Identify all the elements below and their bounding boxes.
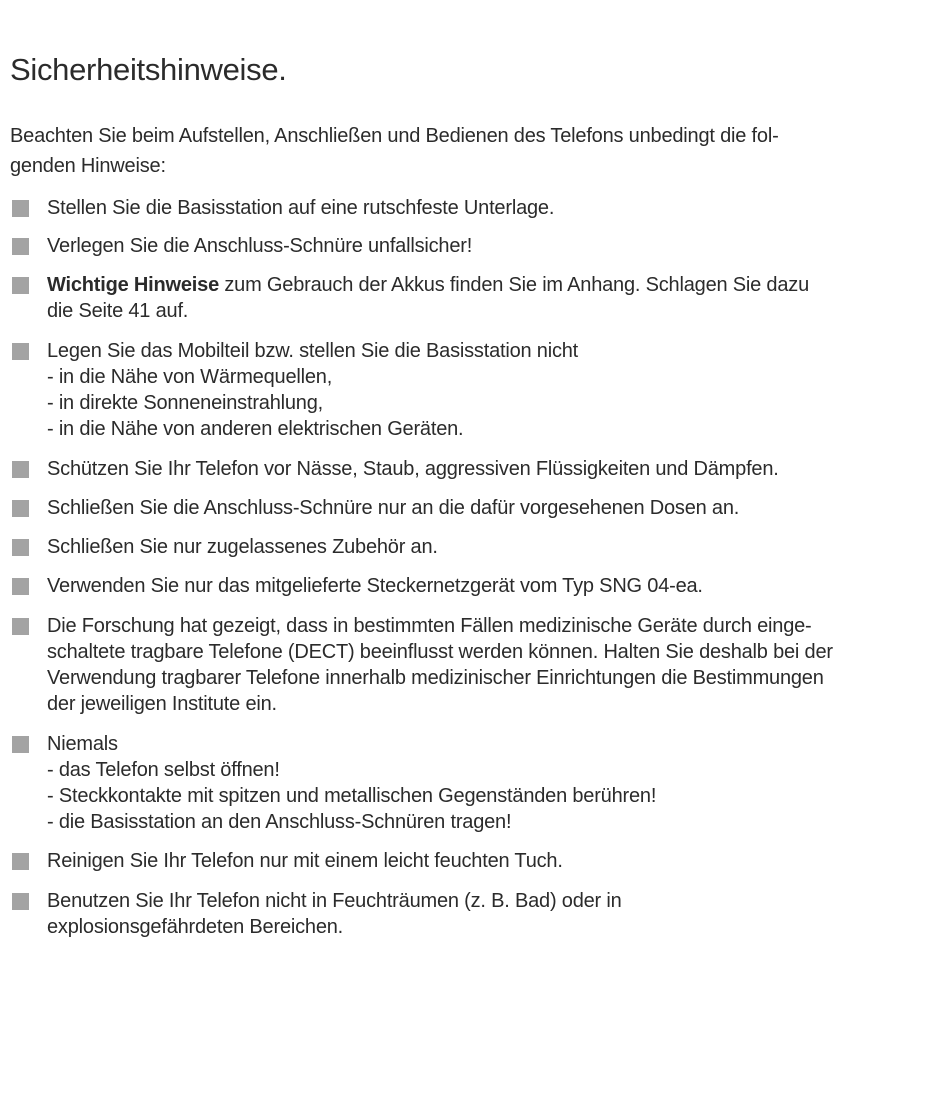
item-text: [47, 848, 867, 874]
item-line: Die Forschung hat gezeigt, dass in bestimmten Fällen medizinische Geräte durch einge-: [47, 615, 812, 637]
item-text: [47, 495, 867, 521]
item-line: [47, 272, 867, 298]
item-text: [47, 272, 867, 324]
item-text: [47, 233, 867, 259]
emphasis-text: Wichtige Hinweise: [47, 274, 220, 296]
item-text: [47, 534, 867, 560]
item-line: die Seite 41 auf.: [47, 300, 189, 322]
item-line: Schließen Sie nur zugelassenes Zubehör an.: [47, 536, 438, 558]
item-line: Verlegen Sie die Anschluss-Schnüre unfallsicher!: [47, 235, 473, 257]
item-line-rest: zum Gebrauch der Akkus finden Sie im Anhang. Schlagen Sie dazu: [219, 274, 810, 296]
bullet-square-icon: [12, 893, 29, 910]
bullet-square-icon: [12, 736, 29, 753]
item-line: Schützen Sie Ihr Telefon vor Nässe, Staub, aggressiven Flüssigkeiten und Dämpfen.: [47, 458, 779, 480]
item-text: [47, 573, 867, 599]
item-line: der jeweiligen Institute ein.: [47, 693, 277, 715]
item-text: [47, 613, 867, 717]
bullet-square-icon: [12, 618, 29, 635]
item-line: schaltete tragbare Telefone (DECT) beeinflusst werden können. Halten Sie deshalb bei der: [47, 641, 833, 663]
item-line: Stellen Sie die Basisstation auf eine rutschfeste Unterlage.: [47, 197, 555, 219]
intro-paragraph: [10, 121, 870, 181]
item-line: Benutzen Sie Ihr Telefon nicht in Feuchträumen (z. B. Bad) oder in: [47, 890, 622, 912]
item-line: Schließen Sie die Anschluss-Schnüre nur an die dafür vorgesehenen Dosen an.: [47, 497, 740, 519]
bullet-square-icon: [12, 238, 29, 255]
item-line: - in die Nähe von Wärmequellen,: [47, 366, 333, 388]
item-line: explosionsgefährdeten Bereichen.: [47, 916, 344, 938]
item-line: Verwendung tragbarer Telefone innerhalb medizinischer Einrichtungen die Bestimmungen: [47, 667, 824, 689]
item-line: Verwenden Sie nur das mitgelieferte Steckernetzgerät vom Typ SNG 04-ea.: [47, 575, 703, 597]
item-text: [47, 195, 867, 221]
item-line: - Steckkontakte mit spitzen und metallischen Gegenständen berühren!: [47, 785, 657, 807]
item-line: Legen Sie das Mobilteil bzw. stellen Sie die Basisstation nicht: [47, 340, 579, 362]
item-text: [47, 888, 867, 940]
page-title: Sicherheitshinweise.: [10, 52, 287, 87]
item-line: - das Telefon selbst öffnen!: [47, 759, 280, 781]
item-line: - in direkte Sonneneinstrahlung,: [47, 392, 324, 414]
item-line: Niemals: [47, 733, 118, 755]
bullet-square-icon: [12, 200, 29, 217]
bullet-square-icon: [12, 277, 29, 294]
bullet-square-icon: [12, 578, 29, 595]
item-line: - in die Nähe von anderen elektrischen Geräten.: [47, 418, 464, 440]
bullet-square-icon: [12, 539, 29, 556]
intro-line: genden Hinweise:: [10, 155, 166, 177]
item-line: Reinigen Sie Ihr Telefon nur mit einem leicht feuchten Tuch.: [47, 850, 563, 872]
bullet-square-icon: [12, 500, 29, 517]
bullet-square-icon: [12, 853, 29, 870]
item-text: [47, 338, 867, 442]
bullet-square-icon: [12, 343, 29, 360]
item-line: - die Basisstation an den Anschluss-Schnüren tragen!: [47, 811, 512, 833]
bullet-square-icon: [12, 461, 29, 478]
intro-line: Beachten Sie beim Aufstellen, Anschließen und Bedienen des Telefons unbedingt die fol-: [10, 125, 779, 147]
item-text: [47, 456, 867, 482]
item-text: [47, 731, 867, 835]
